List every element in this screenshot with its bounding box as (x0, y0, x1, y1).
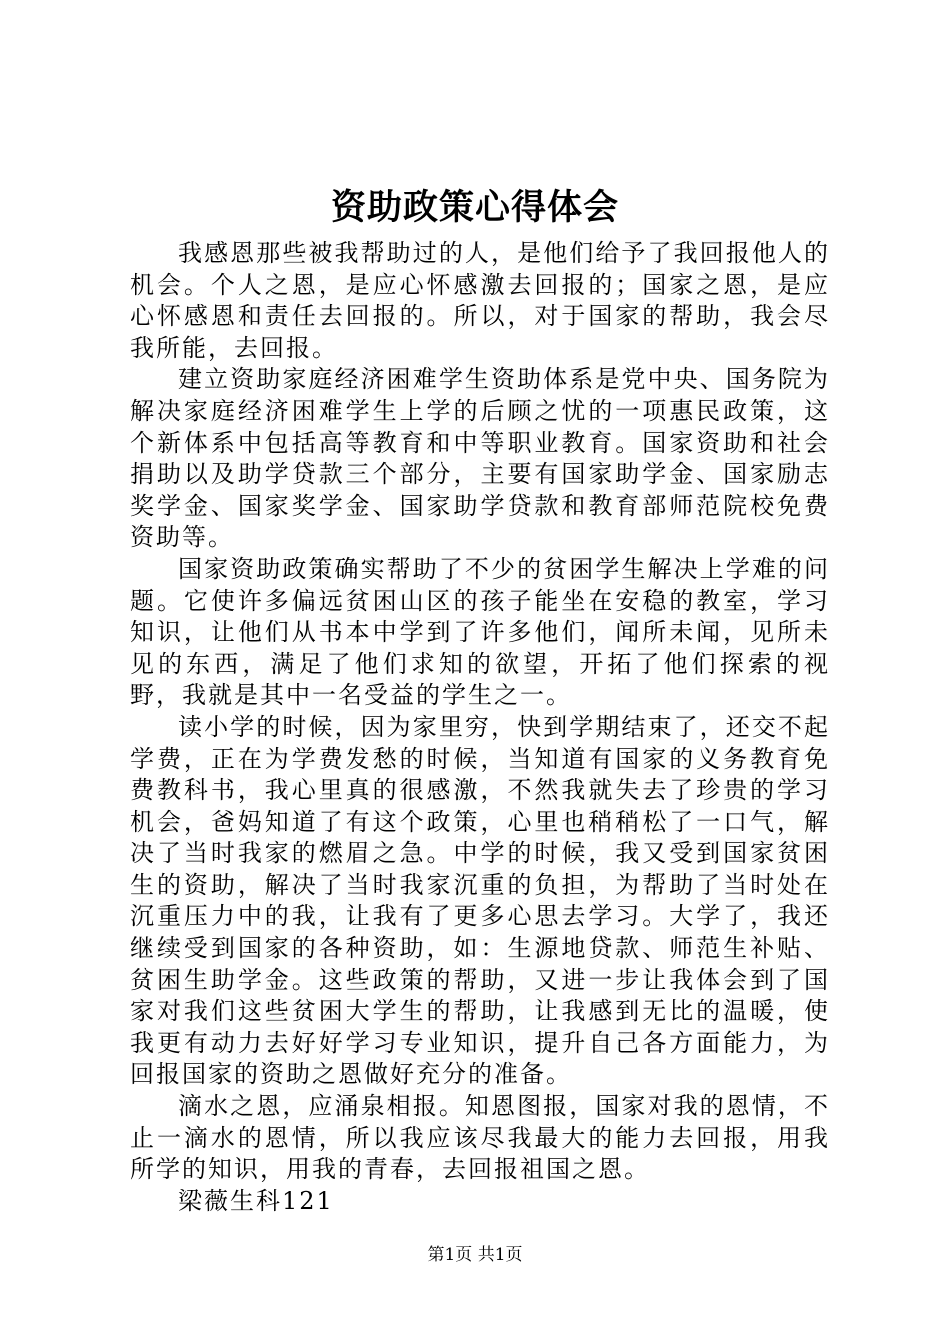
page-footer: 第1页 共1页 (427, 1245, 523, 1265)
paragraph-3: 国家资助政策确实帮助了不少的贫困学生解决上学难的问题。它使许多偏远贫困山区的孩子能坐在安稳的教室，学习知识，让他们从书本中学到了许多他们，闻所未闻，见所未见的东西，满足了他们求知的欲望，开拓了他们探索的视野，我就是其中一名受益的学生之一。 (130, 554, 830, 710)
document-title: 资助政策心得体会 (330, 187, 619, 228)
paragraph-5: 滴水之恩，应涌泉相报。知恩图报，国家对我的恩情，不止一滴水的恩情，所以我应该尽我最大的能力去回报，用我所学的知识，用我的青春，去回报祖国之恩。 (130, 1092, 830, 1184)
author-signature: 梁薇生科121 (178, 1186, 334, 1215)
paragraph-2: 建立资助家庭经济困难学生资助体系是党中央、国务院为解决家庭经济困难学生上学的后顾之忧的一项惠民政策，这个新体系中包括高等教育和中等职业教育。国家资助和社会捐助以及助学贷款三个部分，主要有国家助学金、国家励志奖学金、国家奖学金、国家助学贷款和教育部师范院校免费资助等。 (130, 365, 830, 552)
paragraph-4: 读小学的时候，因为家里穷，快到学期结束了，还交不起学费，正在为学费发愁的时候，当知道有国家的义务教育免费教科书，我心里真的很感激，不然我就失去了珍贵的学习机会，爸妈知道了有这个政策，心里也稍稍松了一口气，解决了当时我家的燃眉之急。中学的时候，我又受到国家贫困生的资助，解决了当时我家沉重的负担，为帮助了当时处在沉重压力中的我，让我有了更多心思去学习。大学了，我还继续受到国家的各种资助，如：生源地贷款、师范生补贴、贫困生助学金。这些政策的帮助，又进一步让我体会到了国家对我们这些贫困大学生的帮助，让我感到无比的温暖，使我更有动力去好好学习专业知识，提升自己各方面能力，为回报国家的资助之恩做好充分的准备。 (130, 712, 830, 1089)
paragraph-1: 我感恩那些被我帮助过的人，是他们给予了我回报他人的机会。个人之恩，是应心怀感激去回报的；国家之恩，是应心怀感恩和责任去回报的。所以，对于国家的帮助，我会尽我所能，去回报。 (130, 239, 830, 362)
document-body (130, 238, 830, 1217)
